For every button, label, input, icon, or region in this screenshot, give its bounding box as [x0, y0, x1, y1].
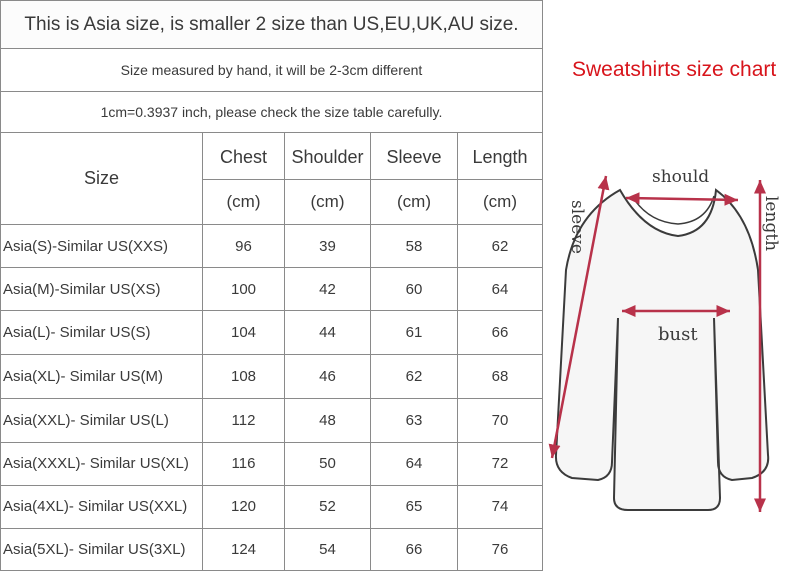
sleeve-column-header: Sleeve	[371, 133, 458, 180]
note-row-1	[1, 49, 543, 92]
length-value-cell: 66	[458, 311, 543, 354]
table-row	[1, 528, 543, 570]
length-value-cell: 70	[458, 398, 543, 442]
chest-value-cell: 100	[203, 268, 285, 311]
length-value-cell: 68	[458, 354, 543, 398]
size-name-cell: Asia(4XL)- Similar US(XXL)	[1, 485, 203, 528]
chest-value-cell: 124	[203, 528, 285, 570]
length-label: length	[761, 196, 781, 252]
shoulder-value-cell: 48	[285, 398, 371, 442]
shoulder-value-cell: 50	[285, 442, 371, 485]
chart-title: Sweatshirts size chart	[572, 58, 777, 81]
sweatshirt-diagram	[548, 152, 800, 524]
size-name-cell: Asia(XXXL)- Similar US(XL)	[1, 442, 203, 485]
chest-value-cell: 96	[203, 225, 285, 268]
shoulder-value-cell: 46	[285, 354, 371, 398]
table-row	[1, 354, 543, 398]
size-name-cell: Asia(XL)- Similar US(M)	[1, 354, 203, 398]
size-name-cell: Asia(S)-Similar US(XXS)	[1, 225, 203, 268]
chest-column-header: Chest	[203, 133, 285, 180]
conversion-note: 1cm=0.3937 inch, please check the size table carefully.	[1, 92, 543, 133]
table-row	[1, 398, 543, 442]
sleeve-label: sleeve	[567, 200, 587, 254]
table-row	[1, 485, 543, 528]
length-value-cell: 64	[458, 268, 543, 311]
chest-value-cell: 104	[203, 311, 285, 354]
length-value-cell: 62	[458, 225, 543, 268]
size-name-cell: Asia(5XL)- Similar US(3XL)	[1, 528, 203, 570]
table-row	[1, 442, 543, 485]
size-name-cell: Asia(M)-Similar US(XS)	[1, 268, 203, 311]
warning-row	[1, 1, 543, 49]
sleeve-value-cell: 65	[371, 485, 458, 528]
length-value-cell: 72	[458, 442, 543, 485]
sleeve-value-cell: 66	[371, 528, 458, 570]
sleeve-value-cell: 61	[371, 311, 458, 354]
table-row	[1, 268, 543, 311]
chest-unit: (cm)	[203, 180, 285, 225]
shoulder-value-cell: 44	[285, 311, 371, 354]
table-row	[1, 225, 543, 268]
size-name-cell: Asia(XXL)- Similar US(L)	[1, 398, 203, 442]
header-row	[1, 133, 543, 180]
shoulder-value-cell: 54	[285, 528, 371, 570]
chest-value-cell: 120	[203, 485, 285, 528]
length-value-cell: 74	[458, 485, 543, 528]
chest-value-cell: 112	[203, 398, 285, 442]
shoulder-value-cell: 52	[285, 485, 371, 528]
sleeve-value-cell: 60	[371, 268, 458, 311]
table-row	[1, 311, 543, 354]
size-warning: This is Asia size, is smaller 2 size than US,EU,UK,AU size.	[1, 1, 543, 49]
shoulder-unit: (cm)	[285, 180, 371, 225]
sleeve-value-cell: 58	[371, 225, 458, 268]
shoulder-label: should	[652, 167, 710, 187]
shoulder-value-cell: 42	[285, 268, 371, 311]
sleeve-unit: (cm)	[371, 180, 458, 225]
size-column-header: Size	[1, 133, 203, 225]
sleeve-value-cell: 64	[371, 442, 458, 485]
note-row-2	[1, 92, 543, 133]
bust-label: bust	[658, 324, 698, 345]
length-unit: (cm)	[458, 180, 543, 225]
chest-value-cell: 116	[203, 442, 285, 485]
length-column-header: Length	[458, 133, 543, 180]
shoulder-value-cell: 39	[285, 225, 371, 268]
size-name-cell: Asia(L)- Similar US(S)	[1, 311, 203, 354]
chest-value-cell: 108	[203, 354, 285, 398]
length-value-cell: 76	[458, 528, 543, 570]
measure-note: Size measured by hand, it will be 2-3cm different	[1, 49, 543, 92]
shoulder-column-header: Shoulder	[285, 133, 371, 180]
sleeve-value-cell: 63	[371, 398, 458, 442]
sleeve-value-cell: 62	[371, 354, 458, 398]
